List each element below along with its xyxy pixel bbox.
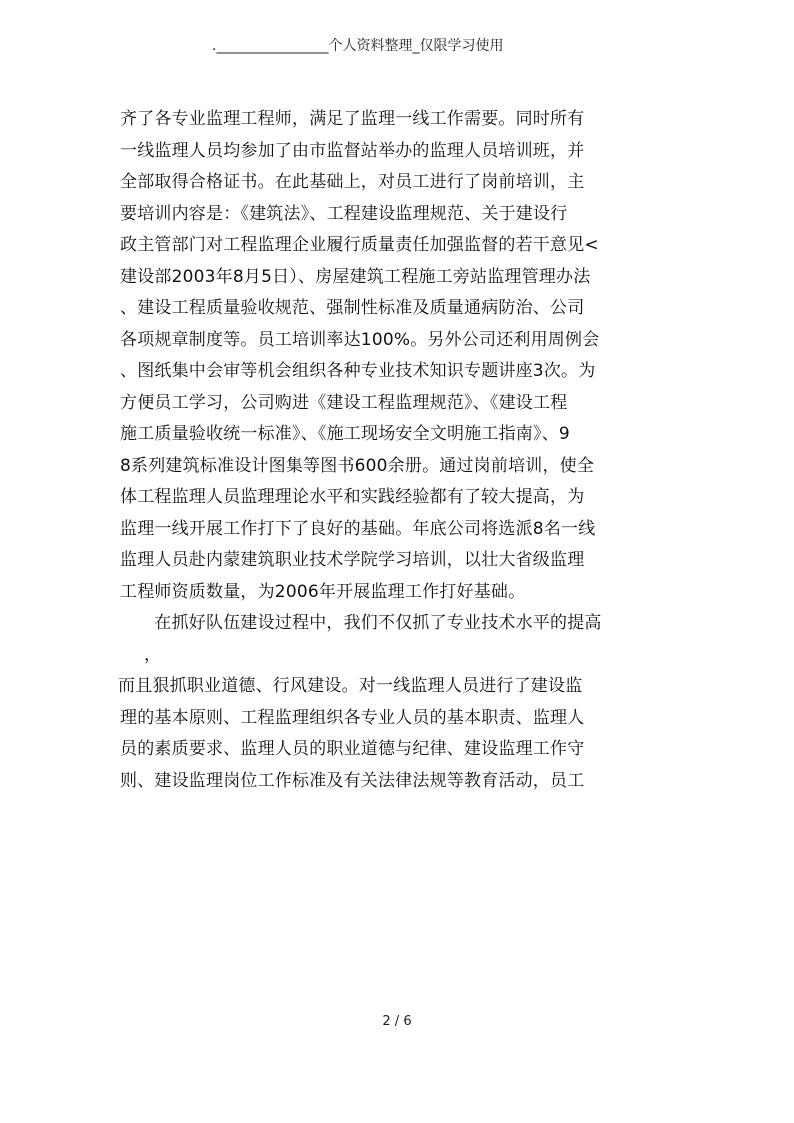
text-line: 、建设工程质量验收规范、强制性标准及质量通病防治、公司 [120, 298, 585, 318]
text-line: 政主管部门对工程监理企业履行质量责任加强监督的若干意见< [120, 235, 599, 255]
text-line: 全部取得合格证书。在此基础上，对员工进行了岗前培训，主 [120, 172, 585, 192]
text-line: 体工程监理人员监理理论水平和实践经验都有了较大提高，为 [120, 487, 585, 507]
text-line: 方便员工学习，公司购进《建设工程监理规范》、《建设工程 [120, 392, 568, 413]
paragraph-start-line: 在抓好队伍建设过程中，我们不仅抓了专业技术水平的提高 [120, 613, 602, 633]
text-line: 则、建设监理岗位工作标准及有关法律法规等教育活动，员工 [120, 770, 585, 791]
text-line: 监理人员赴内蒙建筑职业技术学院学习培训，以壮大省级监理 [120, 550, 585, 570]
text-line: 工程师资质数量，为2006年开展监理工作打好基础。 [120, 581, 526, 602]
text-line: 施工质量验收统一标准》、《施工现场安全文明施工指南》、9 [120, 424, 570, 444]
page-header: .________________个人资料整理_仅限学习使用 [212, 38, 504, 54]
text-line: 要培训内容是：《建筑法》、工程建设监理规范、关于建设行 [120, 203, 568, 224]
text-line: 员的素质要求、监理人员的职业道德与纪律、建设监理工作守 [120, 739, 585, 759]
text-line: 一线监理人员均参加了由市监督站举办的监理人员培训班，并 [120, 140, 585, 161]
text-line: ， [144, 644, 162, 665]
text-line: 理的基本原则、工程监理组织各专业人员的基本职责、监理人 [120, 707, 585, 728]
text-line: 监理一线开展工作打下了良好的基础。年底公司将选派8名一线 [120, 518, 596, 539]
text-line: 各项规章制度等。员工培训率达100%。另外公司还利用周例会 [120, 329, 600, 350]
text-line: 8系列建筑标准设计图集等图书600余册。通过岗前培训，使全 [120, 455, 595, 476]
text-line: 而且狠抓职业道德、行风建设。对一线监理人员进行了建设监 [118, 676, 583, 696]
page-number: 2 / 6 [382, 1014, 412, 1029]
text-line: 齐了各专业监理工程师，满足了监理一线工作需要。同时所有 [120, 109, 585, 129]
body-text [120, 104, 680, 797]
text-line: 建设部2003年8月5日）、房屋建筑工程施工旁站监理管理办法 [120, 266, 591, 287]
text-line: 、图纸集中会审等机会组织各种专业技术知识专题讲座3次。为 [120, 361, 596, 381]
